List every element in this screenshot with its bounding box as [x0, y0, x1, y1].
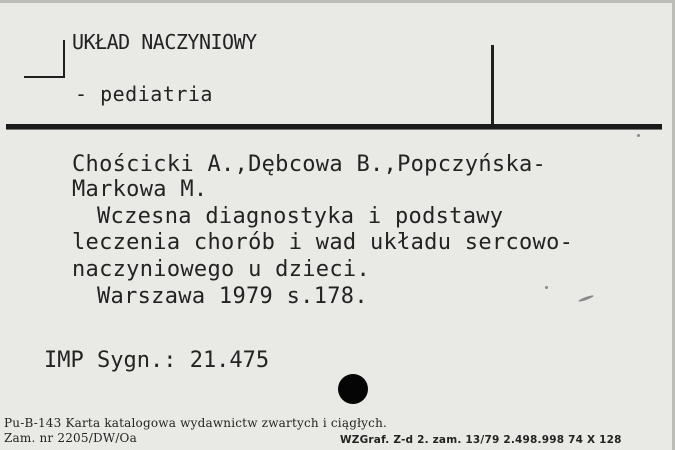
footer-printer-line: WZGraf. Z-d 2. zam. 13/79 2.498.998 74 X 128 — [340, 434, 622, 446]
entry-imprint: Warszawa 1979 s.178. — [97, 284, 368, 309]
punch-hole — [338, 374, 368, 404]
card-top-edge — [0, 0, 675, 3]
ink-speck — [578, 294, 594, 302]
ink-speck — [637, 134, 640, 137]
footer-form-line: Pu-B-143 Karta katalogowa wydawnictw zwartych i ciągłych. — [4, 416, 388, 430]
header-corner-horizontal-line — [24, 76, 65, 78]
header-column-divider — [491, 45, 494, 125]
entry-authors-line-1: Chościcki A.,Dębcowa B.,Popczyńska- — [72, 152, 547, 177]
subject-heading: UKŁAD NACZYNIOWY — [72, 30, 257, 54]
entry-title-line-2: leczenia chorób i wad układu sercowo- — [72, 230, 574, 255]
subject-subheading: - pediatria — [75, 82, 213, 106]
shelfmark: IMP Sygn.: 21.475 — [44, 348, 270, 373]
footer-order-line: Zam. nr 2205/DW/Oa — [4, 431, 137, 445]
header-rule — [6, 124, 662, 130]
header-corner-vertical-line — [63, 40, 65, 78]
ink-speck — [545, 286, 548, 289]
entry-title-line-3: naczyniowego u dzieci. — [72, 257, 370, 282]
entry-title-line-1: Wczesna diagnostyka i podstawy — [97, 204, 504, 229]
entry-authors-line-2: Markowa M. — [72, 177, 208, 202]
